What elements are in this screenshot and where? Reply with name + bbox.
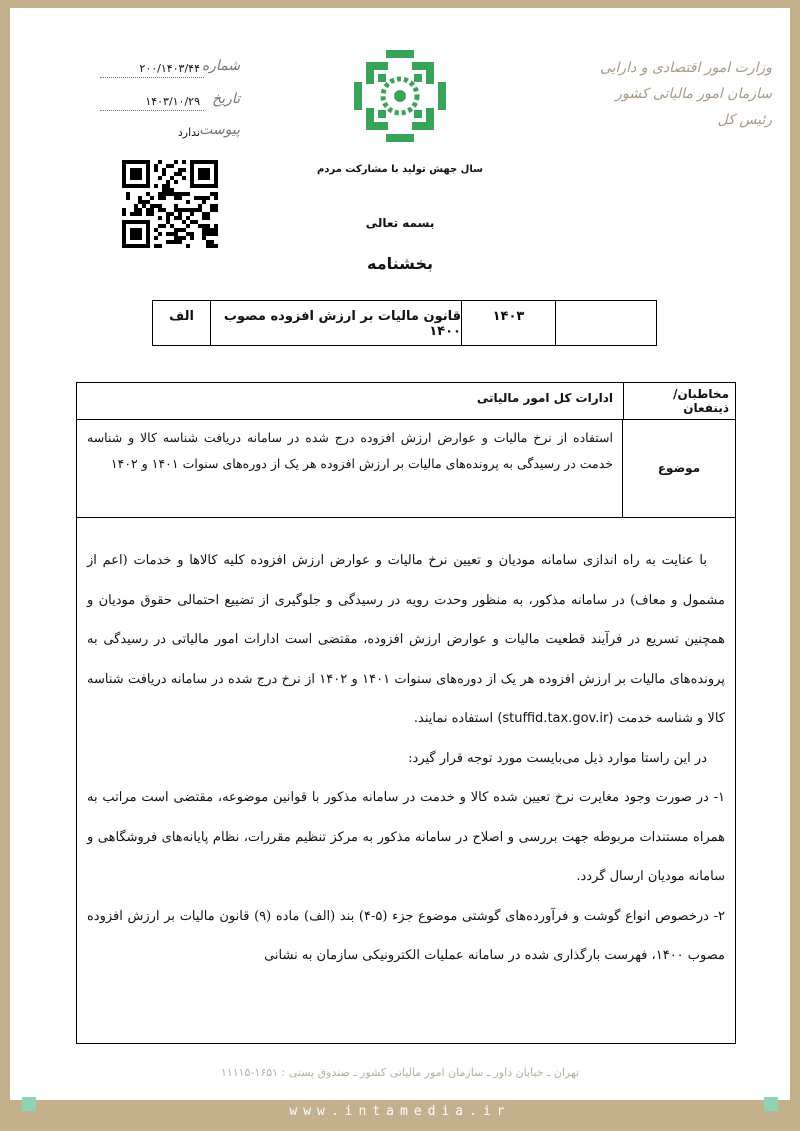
addressees-value: ادارات کل امور مالیاتی [476,391,613,405]
website-link[interactable]: www.intamedia.ir [289,1104,511,1119]
attachment-label: پیوست [199,122,240,138]
corner-mark-right [764,1097,778,1111]
bismillah: بسمه تعالی [365,216,435,230]
date-value: ۱۴۰۳/۱۰/۲۹ [145,95,200,108]
date-label: تاریخ [212,91,240,107]
paragraph-1: با عنایت به راه اندازی سامانه مودیان و تعیین نرخ مالیات و عوارض ارزش افزوده کلیه کالاها و خدمات (اعم از مشمول و معاف) در سامانه مذکور، به منظور وحدت رویه در رسیدگی و جلوگیری از تضییع احتمالی حقوق مودیان و همچنین تسریع در فرآیند قطعیت مالیات و عوارض ارزش افزوده، مقتضی است ادارات امور مالیاتی در رسیدگی به پرونده‌های مالیات بر ارزش افزوده هر یک از دوره‌های سنوات ۱۴۰۱ و ۱۴۰۲ از نرخ درج شده در سامانه دریافت شناسه کالا و شناسه خدمت (stuffid.tax.gov.ir) استفاده نمایند. [87,553,725,726]
item-1: ۱- در صورت وجود مغایرت نرخ تعیین شده کالا و خدمت در سامانه مذکور با قوانین موضوعه، مقتضی است مراتب به همراه مستندات مربوطه جهت بررسی و اصلاح در سامانه مذکور به مرکز تنظیم مقررات، نظام پایانه‌های فروشگاهی و سامانه مودیان ارسال گردد. [87,790,725,884]
document-type-title: بخشنامه [367,254,433,273]
ref-cell-empty [555,301,656,345]
subject-value: استفاده از نرخ مالیات و عوارض ارزش افزوده درج شده در سامانه دریافت شناسه کالا و شناسه خدمت در رسیدگی به پرونده‌های مالیات بر ارزش افزوده هر یک از دوره‌های سنوات ۱۴۰۱ و ۱۴۰۲ [87,430,613,471]
subject-row [77,419,735,518]
number-value: ۲۰۰/۱۴۰۳/۴۴ [139,62,200,75]
footer-address: تهران ـ خیابان داور ـ سازمان امور مالیاتی کشور ـ صندوق پستی : ۱۶۵۱-۱۱۱۱۵ [220,1066,580,1079]
reference-table [152,300,657,346]
stuffid-url: (stuffid.tax.gov.ir) [497,711,614,726]
ref-cell-year: ۱۴۰۳ [461,301,555,345]
year-slogan: سال جهش تولید با مشارکت مردم [317,164,483,175]
paragraph-2: در این راستا موارد ذیل می‌بایست مورد توجه قرار گیرد: [408,750,707,766]
circular-text [87,541,725,976]
addressees-row [77,383,735,420]
item-2: ۲- درخصوص انواع گوشت و فرآورده‌های گوشتی موضوع جزء (۵-۴) بند (الف) ماده (۹) قانون مالیات بر ارزش افزوده مصوب ۱۴۰۰، فهرست بارگذاری شده در سامانه عملیات الکترونیکی سازمان به نشانی [87,908,725,963]
circular-body-box [76,382,736,1044]
footer-strip [0,1100,800,1131]
qr-code-icon [122,160,218,248]
tax-organization-logo-icon [352,48,448,144]
ministry-header: وزارت امور اقتصادی و دارایی سازمان امور مالیاتی کشور رئیس کل [599,60,772,128]
corner-mark-left [22,1097,36,1111]
ref-cell-section: الف [169,309,194,324]
subject-label: موضوع [622,419,735,517]
ref-cell-law: قانون مالیات بر ارزش افزوده مصوب ۱۴۰۰ [210,301,461,345]
attachment-value: ندارد [177,126,200,139]
addressees-label: مخاطبان/ ذینفعان [623,383,735,419]
number-label: شماره [201,58,240,74]
